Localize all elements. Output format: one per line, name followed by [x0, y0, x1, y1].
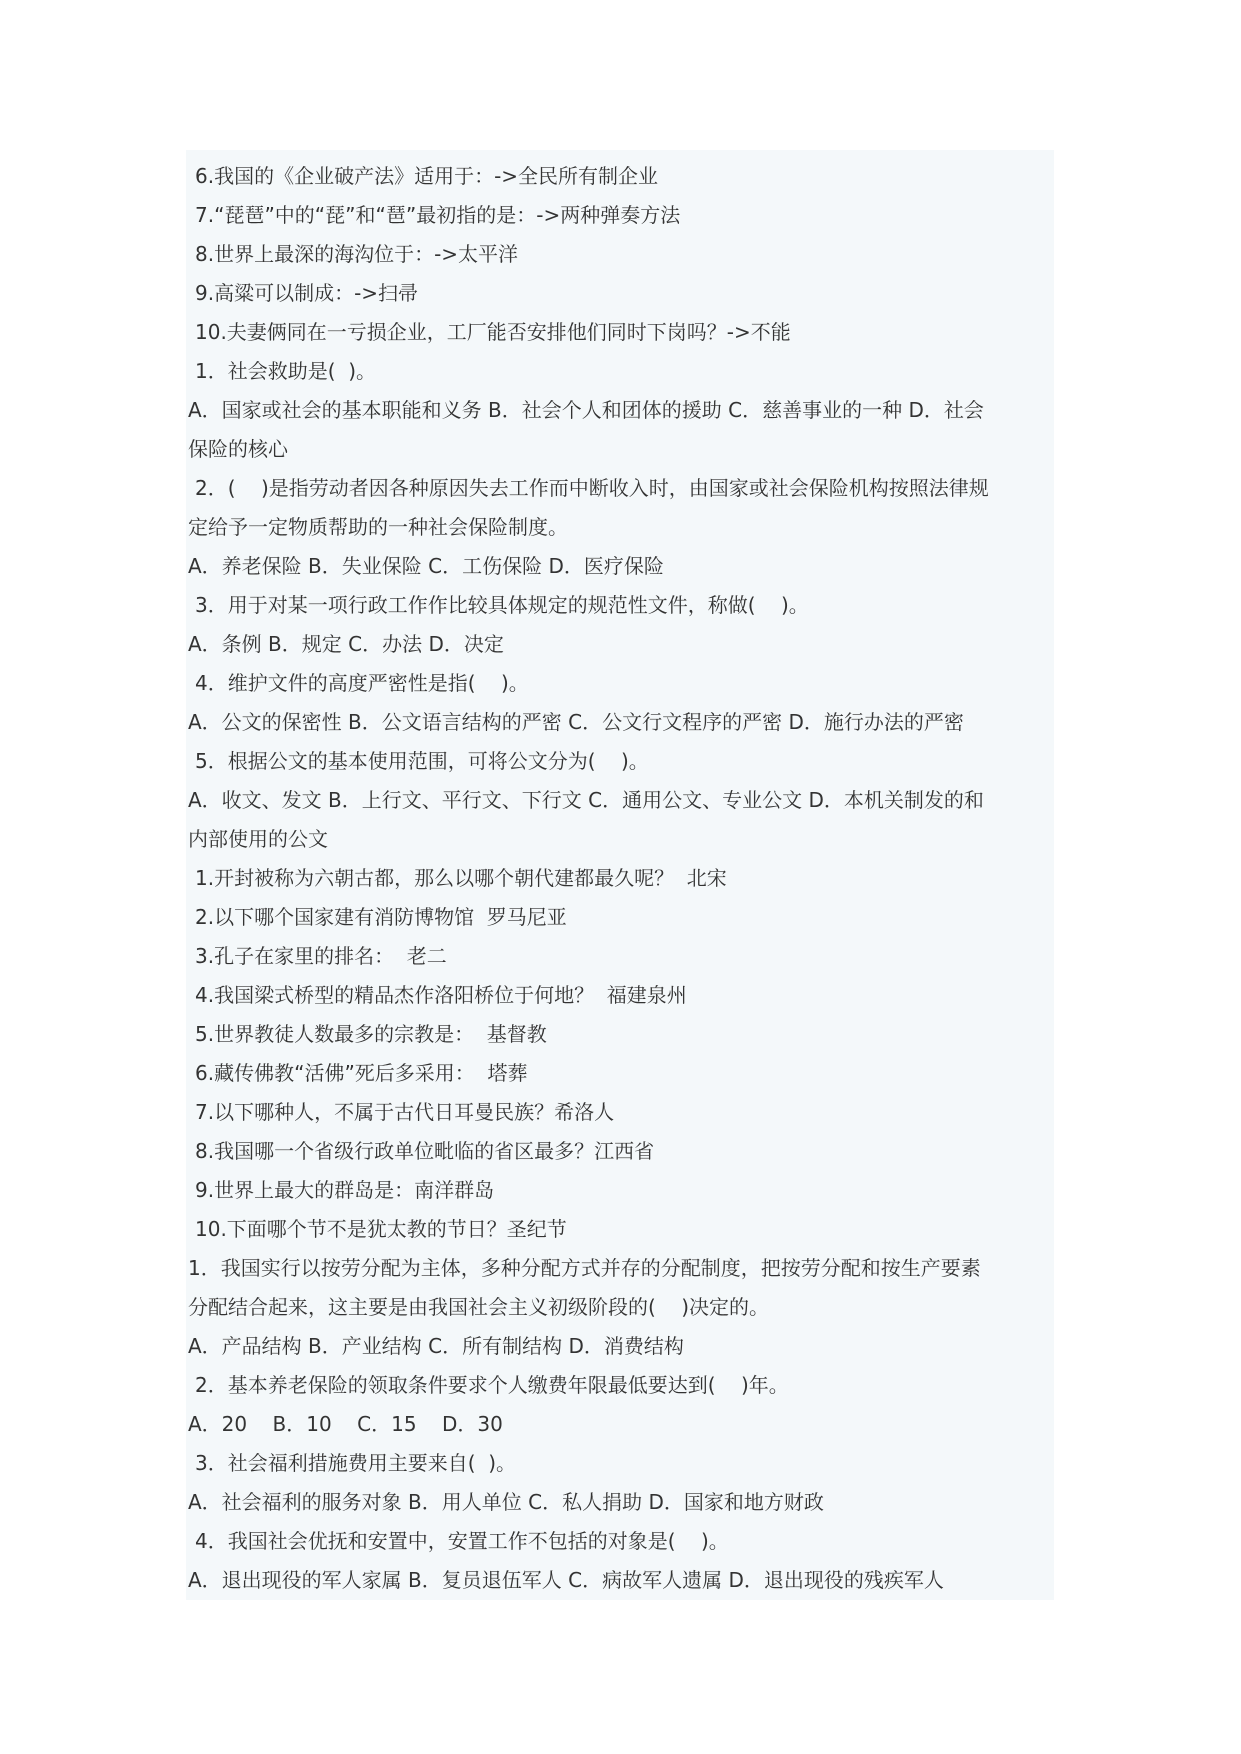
text-line: 8.我国哪一个省级行政单位毗临的省区最多？江西省: [195, 1139, 655, 1163]
text-line: 6.藏传佛教“活佛”死后多采用： 塔葬: [195, 1061, 528, 1085]
text-line: A．收文、发文 B．上行文、平行文、下行文 C．通用公文、专业公文 D．本机关制发的和: [188, 788, 984, 812]
text-line: 4．我国社会优抚和安置中，安置工作不包括的对象是( )。: [195, 1529, 729, 1553]
text-line: 2．基本养老保险的领取条件要求个人缴费年限最低要达到( )年。: [195, 1373, 789, 1397]
text-line: 5.世界教徒人数最多的宗教是： 基督教: [195, 1022, 547, 1046]
text-line: 10.下面哪个节不是犹太教的节日？圣纪节: [195, 1217, 567, 1241]
text-line: 4.我国梁式桥型的精品杰作洛阳桥位于何地？ 福建泉州: [195, 983, 687, 1007]
text-line: A．国家或社会的基本职能和义务 B．社会个人和团体的援助 C．慈善事业的一种 D．社会: [188, 398, 984, 422]
text-line: 内部使用的公文: [188, 827, 328, 851]
text-line: 2．( )是指劳动者因各种原因失去工作而中断收入时，由国家或社会保险机构按照法律规: [195, 476, 989, 500]
text-line: 1．我国实行以按劳分配为主体，多种分配方式并存的分配制度，把按劳分配和按生产要素: [188, 1256, 981, 1280]
text-line: 3．用于对某一项行政工作作比较具体规定的规范性文件，称做( )。: [195, 593, 809, 617]
text-line: 6.我国的《企业破产法》适用于：->全民所有制企业: [195, 164, 659, 188]
text-line: 定给予一定物质帮助的一种社会保险制度。: [188, 515, 568, 539]
text-line: A．社会福利的服务对象 B．用人单位 C．私人捐助 D．国家和地方财政: [188, 1490, 824, 1514]
text-line: 分配结合起来，这主要是由我国社会主义初级阶段的( )决定的。: [188, 1295, 770, 1319]
text-line: A．退出现役的军人家属 B．复员退伍军人 C．病故军人遗属 D．退出现役的残疾军人: [188, 1568, 944, 1592]
text-line: 5．根据公文的基本使用范围，可将公文分为( )。: [195, 749, 649, 773]
text-line: A．养老保险 B．失业保险 C．工伤保险 D．医疗保险: [188, 554, 664, 578]
text-line: A．公文的保密性 B．公文语言结构的严密 C．公文行文程序的严密 D．施行办法的严密: [188, 710, 964, 734]
text-line: 3．社会福利措施费用主要来自( )。: [195, 1451, 517, 1475]
text-line: 7.“琵琶”中的“琵”和“琶”最初指的是：->两种弹奏方法: [195, 203, 681, 227]
text-line: 9.世界上最大的群岛是：南洋群岛: [195, 1178, 495, 1202]
text-line: 2.以下哪个国家建有消防博物馆 罗马尼亚: [195, 905, 567, 929]
text-line: A．条例 B．规定 C．办法 D．决定: [188, 632, 504, 656]
text-line: 10.夫妻俩同在一亏损企业，工厂能否安排他们同时下岗吗？->不能: [195, 320, 791, 344]
text-line: 3.孔子在家里的排名： 老二: [195, 944, 447, 968]
text-line: 1．社会救助是( )。: [195, 359, 377, 383]
text-line: 4．维护文件的高度严密性是指( )。: [195, 671, 529, 695]
text-line: 7.以下哪种人，不属于古代日耳曼民族？希洛人: [195, 1100, 615, 1124]
text-line: 保险的核心: [188, 437, 288, 461]
text-line: 9.高粱可以制成：->扫帚: [195, 281, 419, 305]
text-line: 8.世界上最深的海沟位于：->太平洋: [195, 242, 519, 266]
text-line: A．20 B．10 C．15 D．30: [188, 1412, 503, 1436]
document-body: [188, 157, 1058, 1600]
text-line: A．产品结构 B．产业结构 C．所有制结构 D．消费结构: [188, 1334, 684, 1358]
text-line: 1.开封被称为六朝古都，那么以哪个朝代建都最久呢？ 北宋: [195, 866, 727, 890]
